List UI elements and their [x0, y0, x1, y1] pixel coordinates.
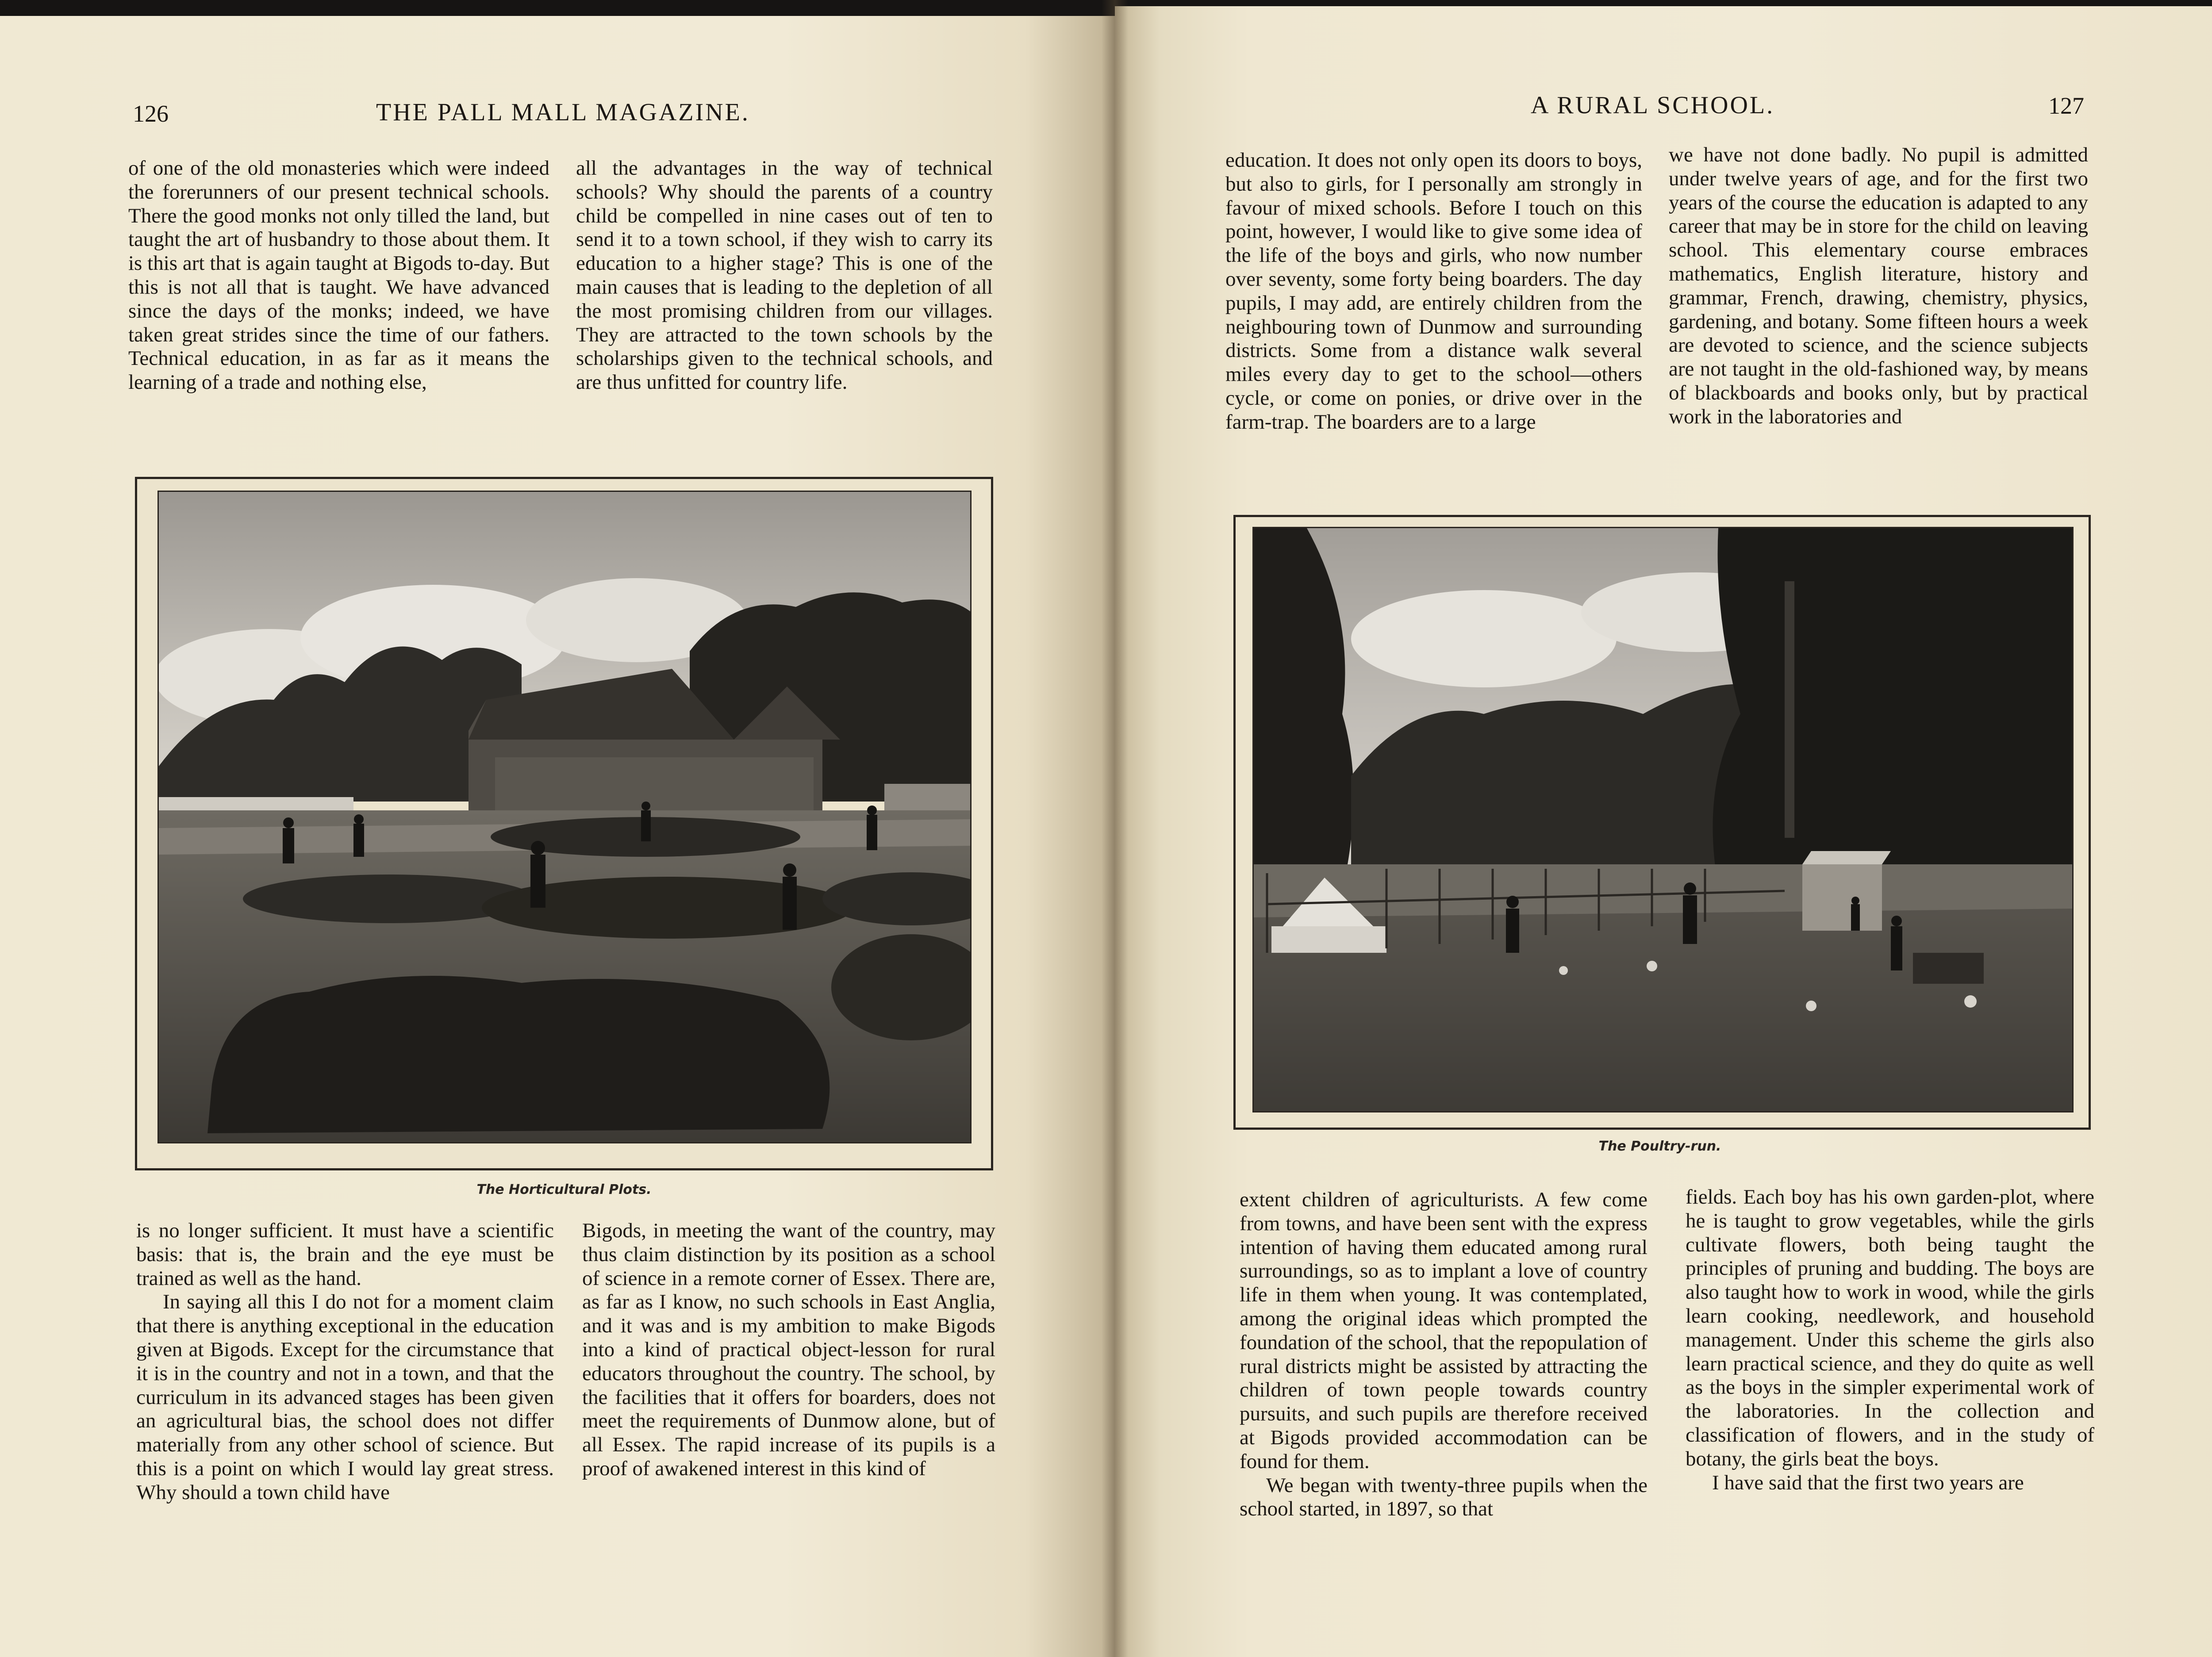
paragraph: In saying all this I do not for a moment claim that there is anything exceptional in the education given at Bigods. Except for the circumstance that it is in the country and not in a town, and that the curriculum in its advanced stages has been given an agricultural bias, the school does not differ materially from any other school of science. But this is a point on which I would lay great stress. Why should a town child have — [136, 1290, 554, 1504]
paragraph: We began with twenty-three pupils when the school started, in 1897, so that — [1240, 1473, 1647, 1521]
horticultural-plots-figure — [135, 477, 993, 1170]
paragraph: fields. Each boy has his own garden-plot, where he is taught to grow vegetables, while the girls cultivate flowers, both being taught the principles of pruning and budding. The boys are also taught how to work in wood, while the girls learn cooking, needlework, and household management. Under this scheme the girls also learn practical science, and they do quite as well as the boys in the simpler experimental work of the laboratories. In the collection and classification of flowers, and in the study of botany, the girls beat the boys. — [1686, 1185, 2094, 1470]
paragraph: we have not done badly. No pupil is admitted under twelve years of age, and for the first two years of the course the education is adapted to any career that may be in store for the child on leaving school. This elementary course embraces mathematics, English literature, history and grammar, French, drawing, chemistry, physics, gardening, and botany. Some fifteen hours a week are devoted to science, and the science subjects are not taught in the old-fashioned way, by means of blackboards and books only, but by practical work in the laboratories and — [1669, 143, 2088, 428]
left-bottom-column-2 — [582, 1219, 995, 1481]
poultry-run-caption: The Poultry-run. — [1598, 1139, 1721, 1154]
left-top-column-1 — [128, 157, 549, 395]
poultry-run-figure — [1233, 515, 2091, 1130]
paragraph: Bigods, in meeting the want of the country, may thus claim distinction by its position as a school of science in a remote corner of Essex. There are, as far as I know, no such schools in East Anglia, and it was and is my ambition to make Bigods into a kind of practical object-lesson for rural educators throughout the country. The school, by the facilities that it offers for boarders, does not meet the requirements of Dunmow alone, but of all Essex. The rapid increase of its pupils is a proof of awakened interest in this kind of — [582, 1219, 995, 1480]
right-page — [1115, 6, 2212, 1657]
paragraph: all the advantages in the way of technical schools? Why should the parents of a country child be compelled in nine cases out of ten to send it to a town school, if they wish to carry its education to a higher stage? This is one of the main causes that is leading to the depletion of all the most promising children from our villages. They are attracted to the town schools by the scholarships given to the technical schools, and are thus unfitted for country life. — [576, 157, 993, 394]
left-bottom-column-1 — [136, 1219, 554, 1505]
right-top-column-1 — [1225, 149, 1642, 434]
paragraph: I have said that the first two years are — [1712, 1471, 2024, 1494]
horticultural-plots-caption: The Horticultural Plots. — [476, 1182, 652, 1197]
right-running-head: A RURAL SCHOOL. — [1531, 92, 1775, 119]
left-page-number: 126 — [133, 100, 169, 127]
right-bottom-column-2 — [1686, 1185, 2094, 1495]
paragraph: education. It does not only open its doors to boys, but also to girls, for I personally am strongly in favour of mixed schools. Before I touch on this point, however, I would like to give some idea of the life of the boys and girls, who now number over seventy, some forty being boarders. The day pupils, I may add, are entirely children from the neighbouring town of Dunmow and surrounding districts. Some from a distance walk several miles every day to get to the school—others cycle, or come on ponies, or drive over in the farm-trap. The boarders are to a large — [1225, 149, 1642, 433]
book-gutter — [1102, 0, 1128, 1657]
left-running-head: THE PALL MALL MAGAZINE. — [376, 99, 750, 126]
poultry-run-photo — [1252, 527, 2074, 1112]
right-bottom-column-1 — [1240, 1188, 1647, 1521]
left-page — [0, 16, 1115, 1657]
paragraph: is no longer sufficient. It must have a scientific basis: that is, the brain and the eye must be trained as well as the hand. — [136, 1219, 554, 1290]
horticultural-plots-photo — [157, 491, 972, 1143]
paragraph: extent children of agriculturists. A few come from towns, and have been sent with the express intention of having them educated among rural surroundings, so as to implant a love of country life in them when young. It was contemplated, among the original ideas which prompted the foundation of the school, that the repopulation of rural districts might be assisted by attracting the children of town people towards country pursuits, and such pupils are therefore received at Bigods provided accommodation can be found for them. — [1240, 1188, 1647, 1473]
left-top-column-2 — [576, 157, 993, 395]
right-page-number: 127 — [2048, 92, 2084, 119]
paragraph: of one of the old monasteries which were indeed the forerunners of our present technical schools. There the good monks not only tilled the land, but taught the art of husbandry to those about them. It is this art that is again taught at Bigods to-day. But this is not all that is taught. We have advanced since the days of the monks; indeed, we have taken great strides since the time of our fathers. Technical education, in as far as it means the learning of a trade and nothing else, — [128, 157, 549, 394]
right-top-column-2 — [1669, 143, 2088, 429]
